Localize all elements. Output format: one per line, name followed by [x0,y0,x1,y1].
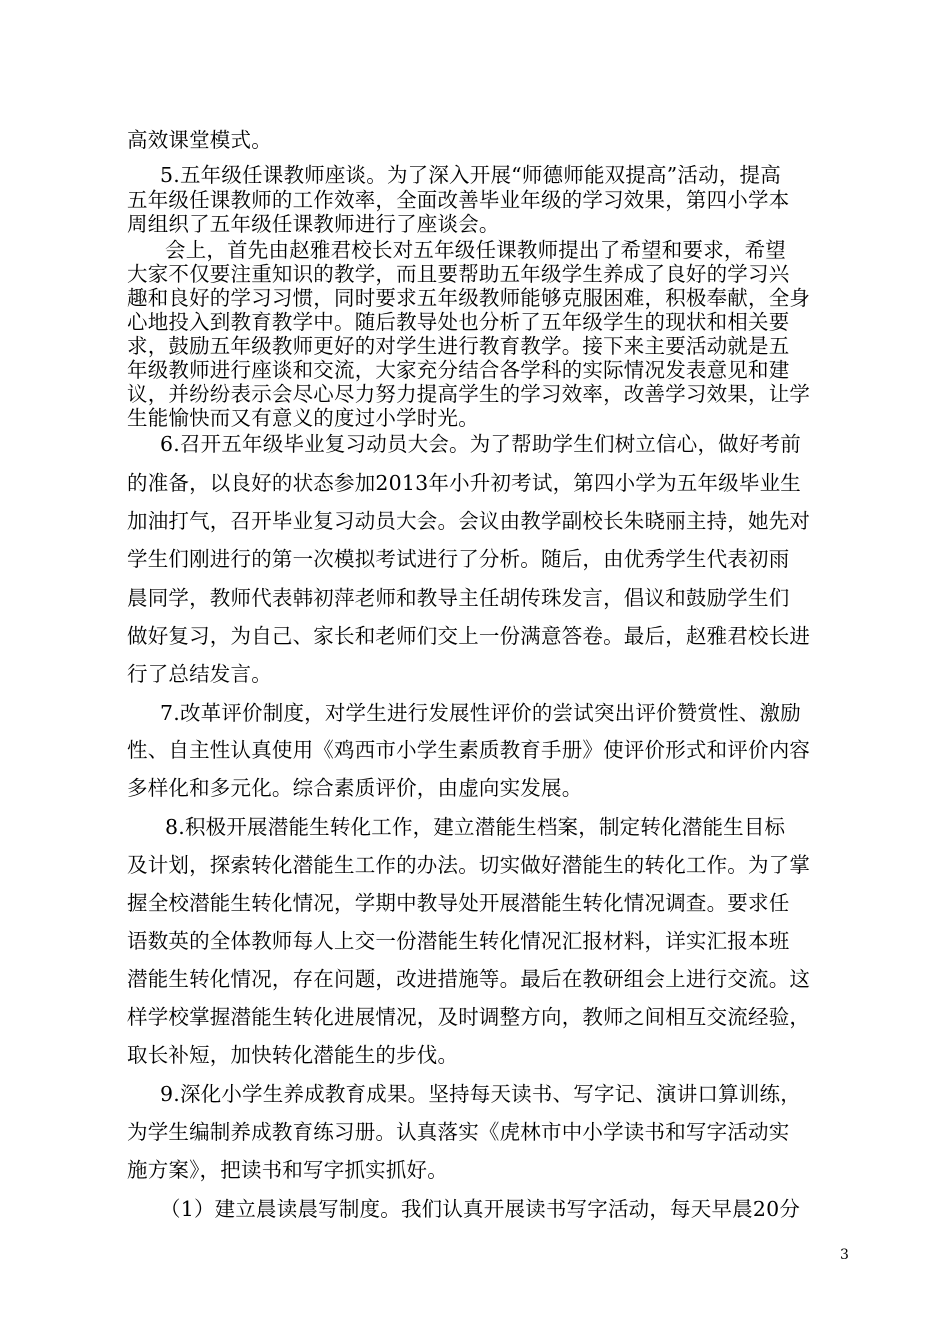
text-line: 多样化和多元化。综合素质评价，由虚向实发展。 [127,776,583,800]
text-line: 8.积极开展潜能生转化工作，建立潜能生档案，制定转化潜能生目标 [165,815,786,839]
text-line: 做好复习，为自己、家长和老师们交上一份满意答卷。最后，赵雅君校长进 [127,624,811,648]
text-line: 7.改革评价制度，对学生进行发展性评价的尝试突出评价赞赏性、激励 [160,701,801,725]
text-line: 趣和良好的学习习惯，同时要求五年级教师能够克服困难，积极奉献，全身 [127,286,811,310]
page-number: 3 [840,1247,849,1263]
text-line: 生能愉快而又有意义的度过小学时光。 [127,406,479,430]
text-line: 6.召开五年级毕业复习动员大会。为了帮助学生们树立信心，做好考前 [160,432,801,456]
text-line: 晨同学，教师代表韩初萍老师和教导主任胡传珠发言，倡议和鼓励学生们 [127,586,790,610]
text-line: 会上，首先由赵雅君校长对五年级任课教师提出了希望和要求，希望 [165,238,786,262]
text-line: 大家不仅要注重知识的教学，而且要帮助五年级学生养成了良好的学习兴 [127,262,790,286]
text-line: 及计划，探索转化潜能生工作的办法。切实做好潜能生的转化工作。为了掌 [127,853,811,877]
text-line: 年级教师进行座谈和交流，大家充分结合各学科的实际情况发表意见和建 [127,358,790,382]
text-line: 学生们刚进行的第一次模拟考试进行了分析。随后，由优秀学生代表初雨 [127,547,790,571]
text-line: 取长补短，加快转化潜能生的步伐。 [127,1043,459,1067]
text-line: 周组织了五年级任课教师进行了座谈会。 [127,212,500,236]
text-line: 9.深化小学生养成教育成果。坚持每天读书、写字记、演讲口算训练， [160,1082,801,1106]
text-line: 五年级任课教师的工作效率，全面改善毕业年级的学习效果，第四小学本 [127,188,790,212]
text-line: 行了总结发言。 [127,662,272,686]
text-line: 议，并纷纷表示会尽心尽力努力提高学生的学习效率，改善学习效果，让学 [127,382,811,406]
text-line: 高效课堂模式。 [127,128,272,152]
text-line: 心地投入到教育教学中。随后教导处也分析了五年级学生的现状和相关要 [127,310,790,334]
text-line: 潜能生转化情况，存在问题，改进措施等。最后在教研组会上进行交流。这 [127,967,811,991]
text-line: 加油打气，召开毕业复习动员大会。会议由教学副校长朱晓丽主持，她先对 [127,509,811,533]
text-line: 为学生编制养成教育练习册。认真落实《虎林市中小学读书和写字活动实 [127,1120,790,1144]
text-line: 性、自主性认真使用《鸡西市小学生素质教育手册》使评价形式和评价内容 [127,738,811,762]
text-line: 语数英的全体教师每人上交一份潜能生转化情况汇报材料，详实汇报本班 [127,929,790,953]
text-line: 求，鼓励五年级教师更好的对学生进行教育教学。接下来主要活动就是五 [127,334,790,358]
text-line: 握全校潜能生转化情况，学期中教导处开展潜能生转化情况调查。要求任 [127,891,790,915]
text-line: （1）建立晨读晨写制度。我们认真开展读书写字活动，每天早晨20分 [160,1197,801,1221]
text-line: 施方案》，把读书和写字抓实抓好。 [127,1158,448,1182]
text-line: 的准备，以良好的状态参加2013年小升初考试，第四小学为五年级毕业生 [127,471,801,495]
text-line: 5.五年级任课教师座谈。为了深入开展“师德师能双提高”活动，提高 [160,163,781,187]
text-line: 样学校掌握潜能生转化进展情况，及时调整方向，教师之间相互交流经验， [127,1005,811,1029]
